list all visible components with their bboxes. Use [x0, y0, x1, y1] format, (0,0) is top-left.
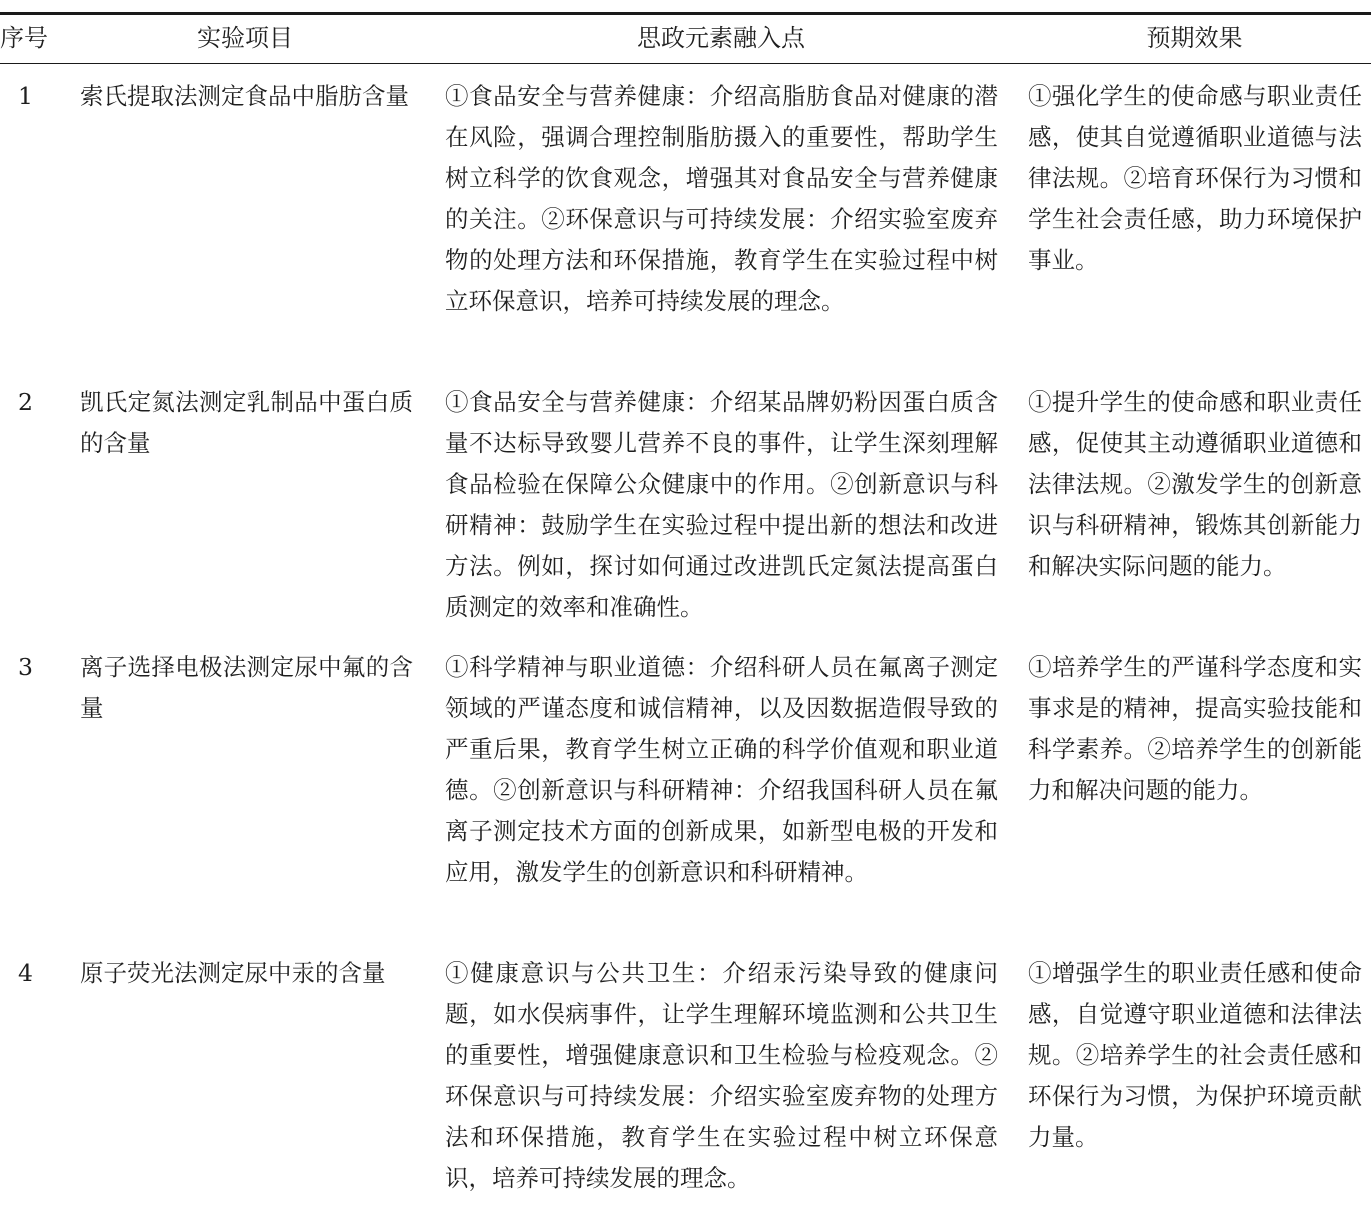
- header-effect: 预期效果: [1146, 24, 1243, 52]
- header-rule: [0, 63, 1371, 64]
- row-element: ①食品安全与营养健康：介绍高脂肪食品对健康的潜在风险，强调合理控制脂肪摄入的重要性，帮助学生树立科学的饮食观念，增强其对食品安全与营养健康的关注。②环保意识与可持续发展：介绍实验室废弃物的处理方法和环保措施，教育学生在实验过程中树立环保意识，培养可持续发展的理念。: [445, 82, 998, 315]
- table-top-rule: [0, 12, 1371, 15]
- row-element: ①健康意识与公共卫生：介绍汞污染导致的健康问题，如水俣病事件，让学生理解环境监测和公共卫生的重要性，增强健康意识和卫生检验与检疫观念。②环保意识与可持续发展：介绍实验室废弃物的处理方法和环保措施，教育学生在实验过程中树立环保意识，培养可持续发展的理念。: [445, 959, 998, 1192]
- row-effect: ①增强学生的职业责任感和使命感，自觉遵守职业道德和法律法规。②培养学生的社会责任感和环保行为习惯，为保护环境贡献力量。: [1028, 959, 1362, 1151]
- row-no: 1: [18, 82, 33, 110]
- row-no: 3: [18, 653, 33, 681]
- row-no: 4: [18, 959, 33, 987]
- row-effect: ①培养学生的严谨科学态度和实事求是的精神，提高实验技能和科学素养。②培养学生的创新能力和解决问题的能力。: [1028, 653, 1362, 804]
- row-project: 索氏提取法测定食品中脂肪含量: [80, 82, 409, 110]
- row-project: 凯氏定氮法测定乳制品中蛋白质的含量: [80, 388, 413, 457]
- row-effect: ①提升学生的使命感和职业责任感，促使其主动遵循职业道德和法律法规。②激发学生的创新意识与科研精神，锻炼其创新能力和解决实际问题的能力。: [1028, 388, 1362, 580]
- row-project: 离子选择电极法测定尿中氟的含量: [80, 653, 413, 722]
- header-element: 思政元素融入点: [637, 24, 805, 52]
- row-effect: ①强化学生的使命感与职业责任感，使其自觉遵循职业道德与法律法规。②培育环保行为习惯和学生社会责任感，助力环境保护事业。: [1028, 82, 1362, 274]
- row-project: 原子荧光法测定尿中汞的含量: [80, 959, 386, 987]
- header-project: 实验项目: [197, 24, 293, 52]
- row-no: 2: [18, 388, 33, 416]
- row-element: ①食品安全与营养健康：介绍某品牌奶粉因蛋白质含量不达标导致婴儿营养不良的事件，让学生深刻理解食品检验在保障公众健康中的作用。②创新意识与科研精神：鼓励学生在实验过程中提出新的想法和改进方法。例如，探讨如何通过改进凯氏定氮法提高蛋白质测定的效率和准确性。: [445, 388, 998, 621]
- header-no: 序号: [0, 24, 48, 52]
- row-element: ①科学精神与职业道德：介绍科研人员在氟离子测定领域的严谨态度和诚信精神，以及因数据造假导致的严重后果，教育学生树立正确的科学价值观和职业道德。②创新意识与科研精神：介绍我国科研人员在氟离子测定技术方面的创新成果，如新型电极的开发和应用，激发学生的创新意识和科研精神。: [445, 653, 998, 886]
